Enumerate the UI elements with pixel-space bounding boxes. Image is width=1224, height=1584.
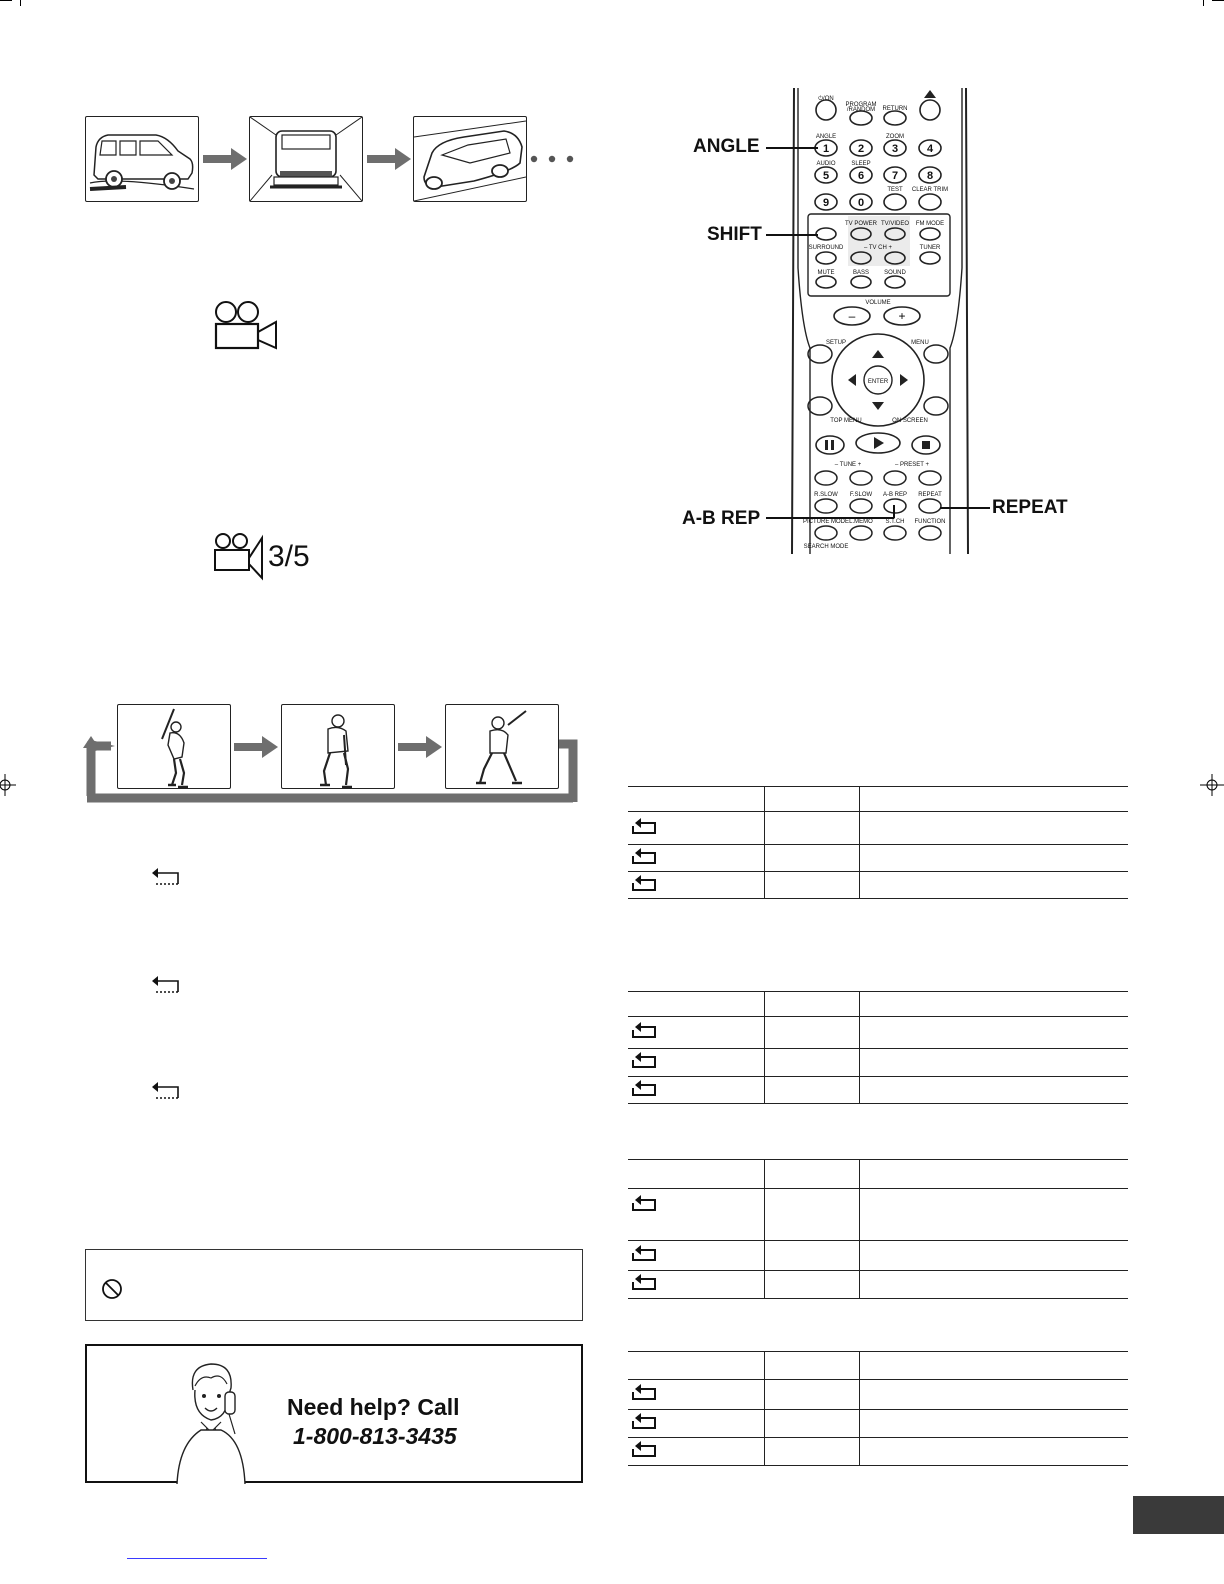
svg-text:SEARCH MODE: SEARCH MODE bbox=[803, 544, 849, 550]
svg-text:VOLUME: VOLUME bbox=[865, 300, 891, 306]
svg-text:MUTE: MUTE bbox=[817, 270, 835, 276]
car-angle-frame-1 bbox=[85, 116, 199, 202]
operator-illustration bbox=[171, 1360, 251, 1484]
svg-text:/RANDOM: /RANDOM bbox=[846, 107, 876, 113]
svg-text:PROGRAM: PROGRAM bbox=[845, 102, 877, 108]
svg-text:5: 5 bbox=[822, 170, 830, 182]
camera-icon bbox=[212, 300, 280, 352]
remote-control bbox=[790, 88, 970, 556]
svg-text:6: 6 bbox=[857, 170, 865, 182]
batter-icon bbox=[118, 705, 230, 788]
help-phone-number: 1-800-813-3435 bbox=[293, 1423, 457, 1449]
svg-text:TV/VIDEO: TV/VIDEO bbox=[880, 221, 910, 227]
svg-text:CLEAR TRIM: CLEAR TRIM bbox=[911, 187, 949, 193]
repeat-callout-line bbox=[940, 507, 990, 509]
svg-text:8: 8 bbox=[926, 170, 934, 182]
svg-text:TOP MENU: TOP MENU bbox=[830, 418, 862, 424]
repeat-icon bbox=[630, 818, 658, 836]
crosshair-right-icon bbox=[1200, 774, 1224, 796]
repeat-icon bbox=[630, 1384, 658, 1402]
car-rear-icon bbox=[250, 117, 362, 201]
angle-callout-label: ANGLE bbox=[693, 136, 760, 157]
registration-mark-top-right bbox=[1212, 0, 1224, 1]
svg-text:BASS: BASS bbox=[852, 270, 870, 276]
svg-text:MENU: MENU bbox=[911, 340, 929, 346]
crosshair-left-icon bbox=[0, 774, 16, 796]
svg-text:–: – bbox=[848, 309, 856, 323]
arrow-right-icon bbox=[203, 148, 247, 170]
svg-text:SETUP: SETUP bbox=[825, 340, 847, 346]
repeat-icon bbox=[630, 848, 658, 866]
repeat-table-4 bbox=[628, 1351, 1128, 1466]
svg-text:TUNER: TUNER bbox=[919, 245, 941, 251]
ab-rep-callout-label: A-B REP bbox=[682, 508, 761, 529]
batter-icon bbox=[282, 705, 394, 788]
svg-text:– PRESET +: – PRESET + bbox=[894, 462, 930, 468]
svg-text:A-B REP: A-B REP bbox=[882, 492, 908, 498]
baseball-angle-frame-3 bbox=[445, 704, 559, 789]
svg-text:9: 9 bbox=[822, 197, 830, 209]
help-box bbox=[85, 1344, 583, 1483]
arrow-right-icon bbox=[234, 736, 278, 758]
repeat-icon bbox=[630, 1274, 658, 1292]
svg-text:4: 4 bbox=[926, 143, 934, 155]
repeat-icon bbox=[630, 1080, 658, 1098]
svg-text:F.SLOW: F.SLOW bbox=[849, 492, 873, 498]
svg-text:S.T.CH: S.T.CH bbox=[885, 519, 905, 525]
repeat-icon bbox=[630, 1413, 658, 1431]
repeat-icon bbox=[152, 974, 180, 994]
repeat-icon bbox=[630, 875, 658, 893]
svg-text:TEST: TEST bbox=[887, 187, 903, 193]
svg-text:AUDIO: AUDIO bbox=[816, 161, 836, 167]
repeat-table-2 bbox=[628, 991, 1128, 1104]
repeat-icon bbox=[152, 866, 180, 886]
repeat-icon bbox=[152, 1080, 180, 1100]
repeat-icon bbox=[630, 1052, 658, 1070]
registration-mark-top-left bbox=[0, 0, 12, 1]
svg-text:TV POWER: TV POWER bbox=[844, 221, 878, 227]
angle-readout: 3/5 bbox=[268, 540, 310, 573]
svg-text:0: 0 bbox=[857, 197, 865, 209]
svg-text:ZOOM: ZOOM bbox=[886, 134, 904, 140]
shift-callout-label: SHIFT bbox=[707, 224, 762, 245]
shift-callout-line bbox=[766, 234, 818, 236]
repeat-table-1 bbox=[628, 786, 1128, 899]
arrow-right-icon bbox=[398, 736, 442, 758]
car-top-icon bbox=[414, 117, 526, 201]
svg-text:RETURN: RETURN bbox=[882, 106, 908, 112]
note-box bbox=[85, 1249, 583, 1321]
repeat-icon bbox=[630, 1195, 658, 1213]
car-side-icon bbox=[86, 117, 198, 201]
svg-text:+: + bbox=[898, 309, 906, 323]
angle-callout-line bbox=[766, 147, 818, 149]
arrow-right-icon bbox=[367, 148, 411, 170]
car-angle-frame-3 bbox=[413, 116, 527, 202]
repeat-icon bbox=[630, 1441, 658, 1459]
svg-text:REPEAT: REPEAT bbox=[918, 492, 942, 498]
svg-text:⏻/ON: ⏻/ON bbox=[818, 96, 834, 102]
camera-icon bbox=[212, 532, 264, 582]
svg-text:SLEEP: SLEEP bbox=[851, 161, 871, 167]
car-angle-frame-2 bbox=[249, 116, 363, 202]
registration-mark-top-left-v bbox=[20, 0, 21, 6]
ellipsis-icon bbox=[528, 154, 574, 164]
svg-text:– TV CH +: – TV CH + bbox=[863, 245, 893, 251]
batter-icon bbox=[446, 705, 558, 788]
svg-text:ENTER: ENTER bbox=[867, 379, 889, 385]
baseball-angle-frame-1 bbox=[117, 704, 231, 789]
repeat-icon bbox=[630, 1022, 658, 1040]
svg-text:FUNCTION: FUNCTION bbox=[914, 519, 946, 525]
svg-text:– TUNE +: – TUNE + bbox=[834, 462, 862, 468]
svg-text:2: 2 bbox=[857, 143, 865, 155]
ab-rep-callout-riser bbox=[893, 505, 895, 518]
svg-text:3: 3 bbox=[891, 143, 899, 155]
registration-mark-top-right-v bbox=[1203, 0, 1204, 6]
svg-text:L.MEMO: L.MEMO bbox=[849, 519, 873, 525]
baseball-angle-frame-2 bbox=[281, 704, 395, 789]
svg-text:1: 1 bbox=[822, 143, 830, 155]
svg-text:ANGLE: ANGLE bbox=[815, 134, 837, 140]
prohibited-icon bbox=[101, 1278, 123, 1300]
repeat-table-3 bbox=[628, 1159, 1128, 1299]
svg-text:PICTURE MODE: PICTURE MODE bbox=[802, 519, 850, 525]
svg-text:SOUND: SOUND bbox=[884, 270, 906, 276]
svg-text:ON SCREEN: ON SCREEN bbox=[892, 418, 928, 424]
repeat-callout-label: REPEAT bbox=[992, 497, 1068, 518]
svg-text:SURROUND: SURROUND bbox=[808, 245, 844, 251]
page-tab bbox=[1133, 1496, 1224, 1534]
svg-text:R.SLOW: R.SLOW bbox=[814, 492, 838, 498]
svg-text:FM MODE: FM MODE bbox=[915, 221, 945, 227]
repeat-icon bbox=[630, 1245, 658, 1263]
ab-rep-callout-line bbox=[766, 517, 894, 519]
help-line-1: Need help? Call bbox=[287, 1394, 460, 1420]
footer-rule bbox=[127, 1558, 267, 1559]
svg-text:7: 7 bbox=[891, 170, 899, 182]
